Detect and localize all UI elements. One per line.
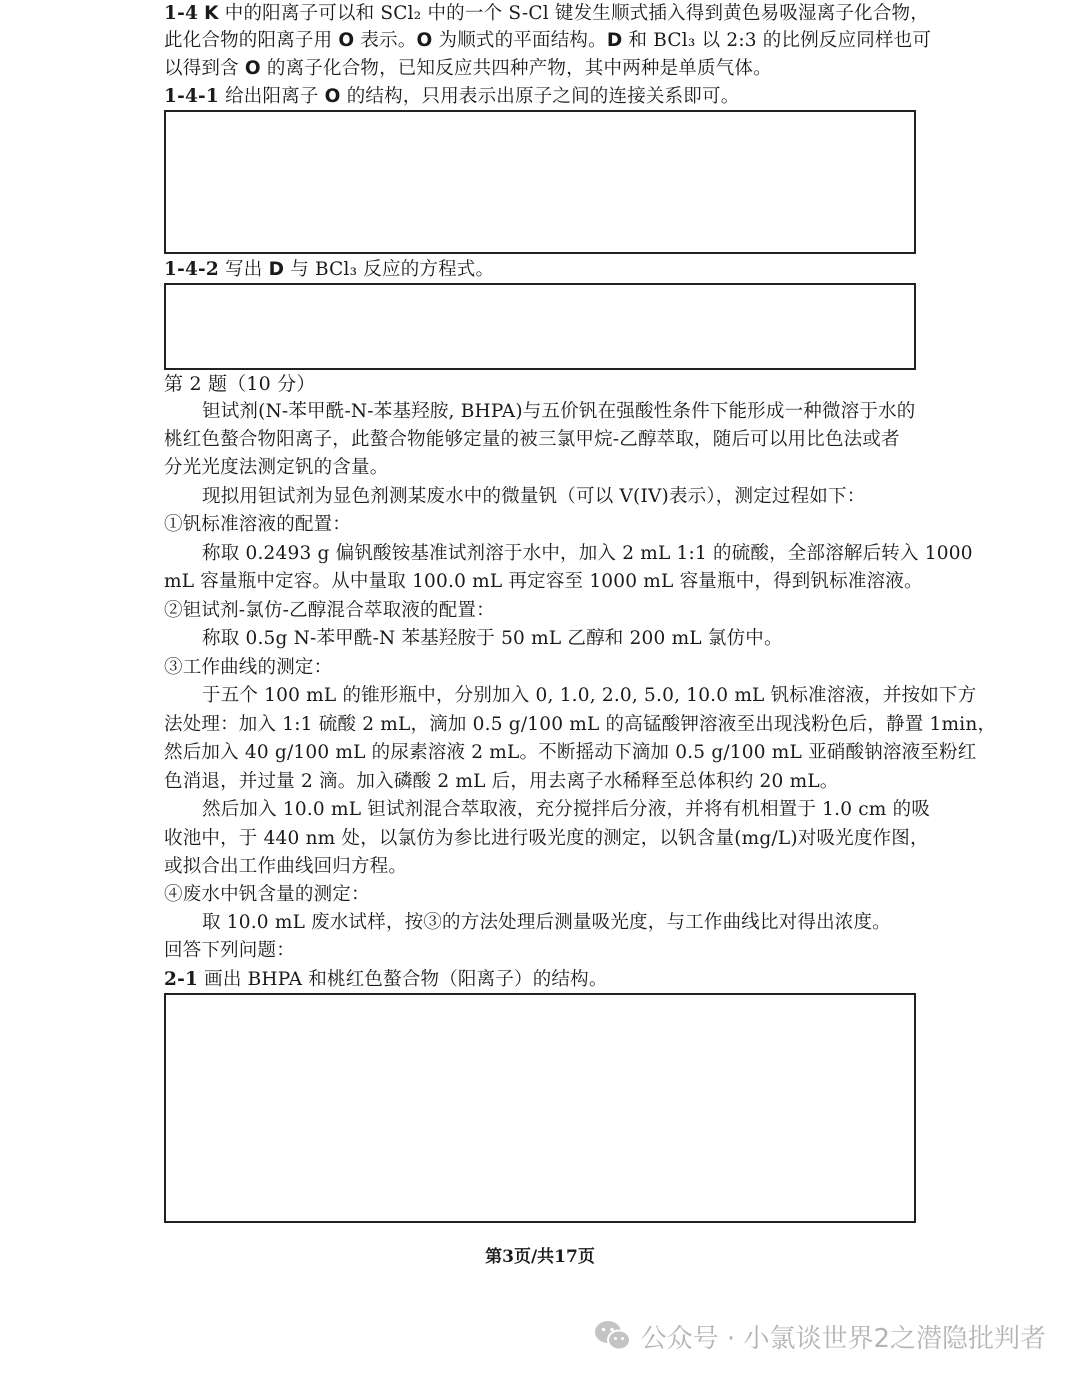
q2-p2: 现拟用钽试剂为显色剂测某废水中的微量钒（可以 V(IV)表示），测定过程如下： (202, 486, 866, 507)
answer-prompt: 回答下列问题： (164, 940, 295, 961)
step3-title: ③工作曲线的测定： (164, 657, 333, 678)
step1-line-2: mL 容量瓶中定容。从中量取 100.0 mL 再定容至 1000 mL 容量瓶中，得到钒标准溶液。 (164, 571, 923, 592)
wechat-icon (593, 1319, 633, 1353)
answer-box-1-4-2[interactable] (164, 283, 916, 370)
step4-title: ④废水中钒含量的测定： (164, 884, 370, 905)
step2-text: 称取 0.5g N-苯甲酰-N 苯基羟胺于 50 mL 乙醇和 200 mL 氯仿中。 (202, 628, 783, 649)
step1-title: ①钒标准溶液的配置： (164, 514, 352, 535)
step3-line-3: 然后加入 40 g/100 mL 的尿素溶液 2 mL。不断摇动下滴加 0.5 g/100 mL 亚硝酸钠溶液至粉红 (164, 742, 977, 763)
q1-4-1-prompt: 1-4-1 给出阳离子 O 的结构，只用表示出原子之间的连接关系即可。 (164, 86, 740, 107)
step4-text: 取 10.0 mL 废水试样，按③的方法处理后测量吸光度，与工作曲线比对得出浓度。 (202, 912, 891, 933)
step3-line-2: 法处理：加入 1:1 硫酸 2 mL，滴加 0.5 g/100 mL 的高锰酸钾溶液至出现浅粉色后，静置 1min， (164, 714, 997, 735)
q1-4-line-3: 以得到含 O 的离子化合物，已知反应共四种产物，其中两种是单质气体。 (164, 58, 772, 79)
q2-p1-line-3: 分光光度法测定钒的含量。 (164, 457, 389, 478)
q1-4-2-prompt: 1-4-2 写出 D 与 BCl₃ 反应的方程式。 (164, 259, 495, 280)
watermark (593, 1316, 1046, 1356)
step3-line-1: 于五个 100 mL 的锥形瓶中，分别加入 0, 1.0, 2.0, 5.0, 10.0 mL 钒标准溶液，并按如下方 (202, 685, 977, 706)
step3b-line-1: 然后加入 10.0 mL 钽试剂混合萃取液，充分搅拌后分液，并将有机相置于 1.0 cm 的吸 (202, 799, 931, 820)
step3b-line-3: 或拟合出工作曲线回归方程。 (164, 856, 408, 877)
q2-p1-line-2: 桃红色螯合物阳离子，此螯合物能够定量的被三氯甲烷-乙醇萃取，随后可以用比色法或者 (164, 429, 900, 450)
q1-4-line-1: 1-4 K 中的阳离子可以和 SCl₂ 中的一个 S-Cl 键发生顺式插入得到黄色易吸湿离子化合物， (164, 3, 929, 24)
watermark-text: 公众号 · 小氯谈世界2之潜隐批判者 (640, 1323, 1046, 1354)
answer-box-2-1[interactable] (164, 993, 916, 1223)
q2-p1-line-1: 钽试剂(N-苯甲酰-N-苯基羟胺, BHPA)与五价钒在强酸性条件下能形成一种微溶于水的 (202, 401, 916, 422)
q2-1-prompt: 2-1 画出 BHPA 和桃红色螯合物（阳离子）的结构。 (164, 969, 608, 990)
page-number: 第3页/共17页 (485, 1247, 595, 1267)
step2-title: ②钽试剂-氯仿-乙醇混合萃取液的配置： (164, 600, 495, 621)
step1-line-1: 称取 0.2493 g 偏钒酸铵基准试剂溶于水中，加入 2 mL 1:1 的硫酸，全部溶解后转入 1000 (202, 543, 973, 564)
step3b-line-2: 收池中，于 440 nm 处，以氯仿为参比进行吸光度的测定，以钒含量(mg/L)对吸光度作图， (164, 828, 929, 849)
step3-line-4: 色消退，并过量 2 滴。加入磷酸 2 mL 后，用去离子水稀释至总体积约 20 mL。 (164, 771, 839, 792)
answer-box-1-4-1[interactable] (164, 110, 916, 254)
q1-4-line-2: 此化合物的阳离子用 O 表示。O 为顺式的平面结构。D 和 BCl₃ 以 2:3 的比例反应同样也可 (164, 30, 932, 51)
q2-heading: 第 2 题（10 分） (164, 373, 316, 395)
